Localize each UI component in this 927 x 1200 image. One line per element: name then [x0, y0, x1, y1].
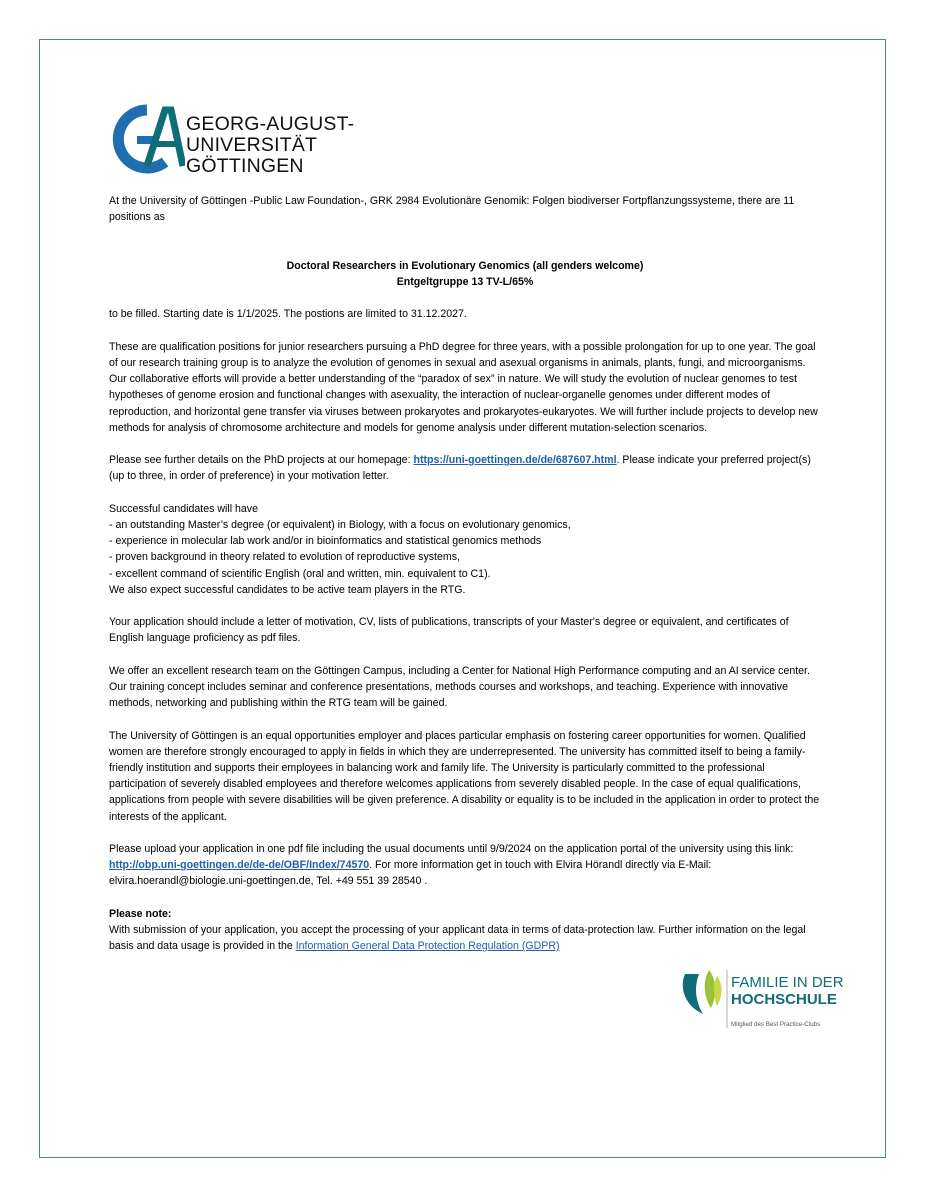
candidates-closing: We also expect successful candidates to be active team players in the RTG. — [109, 583, 466, 596]
qualification-paragraph: These are qualification positions for junior researchers pursuing a PhD degree for three years, with a possible prolongation for up to one year. The goal of our research training group is to analyze the evolution of genomes in sexual and asexual organisms in animals, plants, fungi, and microorganisms. Our collaborative efforts will provide a better understanding of the “paradox of sex” in nature. We will study the evolution of nuclear genomes to test hypotheses of genome erosion and functional changes with asexuality, the interaction of nuclear-organelle genomes under different modes of reproduction, and horizontal gene transfer via viruses between prokaryotes and prokaryotes-eukaryotes. We will further include projects to develop new methods for analysis of chromosome architecture and models for genome analysis under different mutation-selection scenarios. — [109, 340, 818, 434]
university-name-line1: GEORG-AUGUST-UNIVERSITÄT — [186, 113, 355, 156]
intro-paragraph: At the University of Göttingen -Public Law Foundation-, GRK 2984 Evolutionäre Genomik: Folgen biodiverser Fortpflanzungssysteme, there are 11 positions as — [109, 195, 795, 224]
family-logo-subtitle: Mitglied des Best Practice-Clubs — [731, 1021, 821, 1028]
equal-opportunity-paragraph: The University of Göttingen is an equal opportunities employer and places particular emphasis on fostering career opportunities for women. Qualified women are therefore strongly encouraged to apply in fields in which they are underrepresented. The university has committed itself to being a family-friendly institution and supports their employees in balancing work and family life. The University is particularly committed to the professional participation of severely disabled employees and therefore welcomes applications from severely disabled people. In the case of equal qualifications, applications from people with severe disabilities will be given preference. A disability or equality is to be included in the application in order to protect the interests of the applicant. — [109, 729, 820, 823]
offer-paragraph: We offer an excellent research team on the Göttingen Campus, including a Center for National High Performance computing and an AI service center. Our training concept includes seminar and conference presentations, methods courses and workshops, and teaching. Experience with innovative methods, networking and publishing within the RTG team will be gained. — [109, 664, 810, 710]
job-posting-body — [109, 193, 821, 954]
homepage-link[interactable]: https://uni-goettingen.de/de/687607.html — [413, 454, 617, 467]
starting-date-paragraph: to be filled. Starting date is 1/1/2025. The postions are limited to 31.12.2027. — [109, 308, 467, 321]
note-heading: Please note: — [109, 907, 172, 920]
requirement-item: - proven background in theory related to evolution of reproductive systems, — [109, 551, 460, 564]
requirement-item: - excellent command of scientific English (oral and written, min. equivalent to C1). — [109, 567, 491, 580]
requirement-item: - experience in molecular lab work and/or in bioinformatics and statistical genomics methods — [109, 535, 542, 548]
family-logo-mark-icon — [679, 966, 729, 1028]
university-logo — [107, 104, 427, 177]
requirement-item: - an outstanding Master’s degree (or equivalent) in Biology, with a focus on evolutionary genomics, — [109, 518, 571, 531]
gdpr-paragraph: With submission of your application, you accept the processing of your applicant data in terms of data-protection law. Further information on the legal basis and data usage is provided in the Information General Data Protection Regulation (GDPR) — [109, 923, 806, 953]
university-name-line2: GÖTTINGEN — [186, 155, 304, 177]
project-details-paragraph: Please see further details on the PhD projects at our homepage: https://uni-goettingen.de/de/687607.html. Please indicate your preferred project(s) (up to three, in order of preference) in your motivation letter. — [109, 454, 811, 483]
application-contents-paragraph: Your application should include a letter of motivation, CV, lists of publications, transcripts of your Master's degree or equivalent, and certificates of English language proficiency as pdf files. — [109, 616, 789, 645]
position-title: Doctoral Researchers in Evolutionary Genomics (all genders welcome) — [286, 259, 644, 272]
candidates-heading: Successful candidates will have — [109, 502, 258, 515]
family-logo-line1: FAMILIE IN DER — [731, 974, 844, 991]
application-portal-link[interactable]: http://obp.uni-goettingen.de/de-de/OBF/Index/74570 — [109, 859, 370, 872]
pay-grade: Entgeltgruppe 13 TV-L/65% — [396, 275, 534, 288]
gdpr-link[interactable]: Information General Data Protection Regulation (GDPR) — [295, 940, 560, 953]
goettingen-logo-mark-icon — [107, 104, 185, 174]
family-logo-line2: HOCHSCHULE — [731, 991, 837, 1008]
family-in-university-logo — [679, 966, 849, 1036]
upload-paragraph: Please upload your application in one pdf file including the usual documents until 9/9/2024 on the application portal of the university using this link: http://obp.uni-goettingen.de/de-de/OBF/Index/74570. For more information get in touch with Elvira Hörandl directly via E-Mail: elvira.hoerandl@biologie.uni-goettingen.de, Tel. +49 551 39 28540 . — [109, 842, 794, 888]
university-name — [186, 114, 427, 177]
